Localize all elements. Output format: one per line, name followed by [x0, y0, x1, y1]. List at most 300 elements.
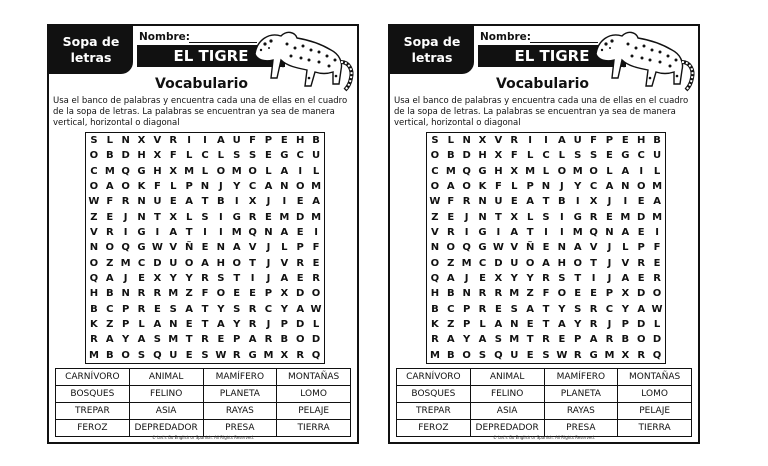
grid-letter[interactable]: V — [248, 242, 257, 254]
grid-letter[interactable]: V — [431, 227, 439, 239]
grid-letter[interactable]: S — [574, 303, 582, 315]
grid-letter[interactable]: Y — [217, 303, 225, 315]
grid-letter[interactable]: E — [653, 257, 661, 269]
grid-letter[interactable]: R — [653, 273, 661, 285]
grid-letter[interactable]: B — [105, 288, 114, 300]
grid-letter[interactable]: L — [558, 150, 566, 162]
grid-letter[interactable]: E — [296, 227, 304, 239]
grid-letter[interactable]: A — [185, 196, 193, 208]
grid-letter[interactable]: Y — [233, 181, 241, 193]
grid-letter[interactable]: A — [573, 242, 582, 254]
grid-letter[interactable]: J — [266, 196, 271, 208]
grid-letter[interactable]: J — [607, 273, 612, 285]
grid-letter[interactable]: Y — [169, 273, 177, 285]
grid-letter[interactable]: G — [137, 242, 146, 254]
grid-letter[interactable]: T — [201, 303, 209, 315]
grid-letter[interactable]: N — [89, 242, 99, 254]
grid-letter[interactable]: G — [137, 227, 146, 239]
grid-letter[interactable]: T — [153, 211, 161, 223]
grid-letter[interactable]: E — [637, 227, 645, 239]
grid-letter[interactable]: X — [169, 211, 178, 223]
grid-letter[interactable]: S — [90, 135, 98, 147]
grid-letter[interactable]: A — [478, 334, 487, 346]
grid-letter[interactable]: X — [510, 211, 519, 223]
grid-letter[interactable]: R — [105, 227, 114, 239]
grid-letter[interactable]: J — [559, 181, 564, 193]
grid-letter[interactable]: T — [526, 334, 534, 346]
grid-letter[interactable]: C — [542, 150, 550, 162]
grid-letter[interactable]: C — [106, 303, 114, 315]
grid-letter[interactable]: R — [264, 334, 273, 346]
grid-letter[interactable]: G — [232, 211, 241, 223]
grid-letter[interactable]: L — [526, 150, 534, 162]
grid-letter[interactable]: M — [168, 334, 179, 346]
grid-letter[interactable]: V — [510, 242, 519, 254]
grid-letter[interactable]: P — [462, 303, 471, 315]
grid-letter[interactable]: H — [216, 257, 226, 269]
word-search-grid[interactable] — [85, 132, 325, 364]
grid-letter[interactable]: T — [249, 257, 256, 269]
grid-letter[interactable]: J — [266, 319, 271, 331]
grid-letter[interactable]: B — [105, 150, 114, 162]
grid-letter[interactable]: D — [296, 288, 305, 300]
grid-letter[interactable]: U — [169, 349, 178, 361]
grid-letter[interactable]: D — [296, 211, 305, 223]
grid-letter[interactable]: R — [542, 334, 550, 346]
grid-letter[interactable]: S — [542, 211, 550, 223]
grid-letter[interactable]: J — [123, 211, 128, 223]
grid-letter[interactable]: E — [526, 349, 534, 361]
grid-letter[interactable]: F — [653, 242, 661, 254]
grid-letter[interactable]: I — [298, 165, 303, 177]
grid-letter[interactable]: C — [264, 303, 273, 315]
grid-letter[interactable]: I — [464, 227, 469, 239]
grid-letter[interactable]: T — [574, 273, 582, 285]
grid-letter[interactable]: W — [215, 349, 227, 361]
grid-letter[interactable]: I — [655, 227, 659, 239]
grid-letter[interactable]: N — [462, 288, 471, 300]
grid-letter[interactable]: X — [494, 273, 503, 285]
grid-letter[interactable]: P — [574, 334, 582, 346]
grid-letter[interactable]: N — [280, 181, 289, 193]
grid-letter[interactable]: A — [137, 334, 146, 346]
grid-letter[interactable]: M — [104, 165, 115, 177]
grid-letter[interactable]: D — [637, 319, 646, 331]
grid-letter[interactable]: I — [575, 196, 580, 208]
grid-letter[interactable]: E — [447, 211, 455, 223]
grid-letter[interactable]: Q — [311, 349, 321, 361]
grid-letter[interactable]: R — [542, 273, 550, 285]
grid-letter[interactable]: A — [494, 319, 503, 331]
grid-letter[interactable]: O — [311, 288, 321, 300]
grid-letter[interactable]: M — [509, 334, 520, 346]
grid-letter[interactable]: M — [604, 349, 615, 361]
grid-letter[interactable]: G — [573, 211, 582, 223]
grid-letter[interactable]: C — [296, 150, 304, 162]
grid-letter[interactable]: Q — [248, 227, 257, 239]
grid-letter[interactable]: O — [652, 288, 662, 300]
grid-letter[interactable]: O — [295, 181, 305, 193]
grid-letter[interactable]: G — [478, 227, 487, 239]
grid-letter[interactable]: R — [589, 303, 598, 315]
grid-letter[interactable]: O — [89, 181, 99, 193]
grid-letter[interactable]: R — [478, 288, 487, 300]
grid-letter[interactable]: J — [266, 242, 271, 254]
grid-letter[interactable]: L — [526, 211, 534, 223]
grid-letter[interactable]: T — [201, 196, 209, 208]
grid-letter[interactable]: Y — [510, 273, 518, 285]
grid-letter[interactable]: P — [462, 319, 471, 331]
grid-letter[interactable]: U — [510, 349, 519, 361]
grid-letter[interactable]: W — [310, 303, 322, 315]
grid-letter[interactable]: P — [121, 319, 130, 331]
grid-letter[interactable]: U — [573, 135, 582, 147]
grid-letter[interactable]: S — [137, 349, 146, 361]
grid-letter[interactable]: B — [431, 303, 439, 315]
grid-letter[interactable]: C — [605, 303, 614, 315]
grid-letter[interactable]: O — [121, 181, 130, 193]
grid-letter[interactable]: E — [201, 242, 209, 254]
grid-letter[interactable]: E — [526, 319, 534, 331]
grid-letter[interactable]: J — [607, 319, 612, 331]
grid-letter[interactable]: O — [430, 257, 440, 269]
grid-letter[interactable]: R — [232, 349, 241, 361]
grid-letter[interactable]: W — [88, 196, 100, 208]
grid-letter[interactable]: E — [542, 242, 550, 254]
grid-letter[interactable]: S — [201, 211, 209, 223]
grid-letter[interactable]: Z — [431, 211, 439, 223]
grid-letter[interactable]: X — [137, 135, 146, 147]
grid-letter[interactable]: L — [185, 150, 193, 162]
grid-letter[interactable]: D — [494, 257, 503, 269]
grid-letter[interactable]: T — [185, 227, 193, 239]
grid-letter[interactable]: E — [153, 303, 161, 315]
grid-letter[interactable]: M — [263, 349, 274, 361]
grid-letter[interactable]: L — [170, 181, 177, 193]
grid-letter[interactable]: A — [526, 196, 534, 208]
grid-letter[interactable]: X — [589, 196, 598, 208]
grid-letter[interactable]: R — [201, 334, 209, 346]
grid-letter[interactable]: S — [574, 150, 582, 162]
grid-letter[interactable]: L — [511, 181, 518, 193]
grid-letter[interactable]: N — [137, 196, 146, 208]
grid-letter[interactable]: E — [265, 211, 272, 223]
grid-letter[interactable]: Q — [430, 273, 440, 285]
grid-letter[interactable]: F — [153, 181, 161, 193]
grid-letter[interactable]: N — [541, 181, 551, 193]
grid-letter[interactable]: L — [447, 135, 454, 147]
grid-letter[interactable]: W — [492, 242, 504, 254]
grid-letter[interactable]: H — [89, 288, 99, 300]
grid-letter[interactable]: W — [556, 349, 568, 361]
grid-letter[interactable]: L — [653, 319, 661, 331]
grid-letter[interactable]: E — [185, 349, 193, 361]
grid-letter[interactable]: R — [137, 303, 146, 315]
grid-letter[interactable]: X — [280, 288, 289, 300]
grid-letter[interactable]: Y — [574, 181, 582, 193]
grid-letter[interactable]: K — [431, 319, 439, 331]
grid-letter[interactable]: A — [280, 165, 289, 177]
grid-letter[interactable]: E — [265, 150, 272, 162]
grid-letter[interactable]: V — [169, 242, 178, 254]
grid-letter[interactable]: G — [478, 242, 487, 254]
grid-letter[interactable]: M — [88, 349, 99, 361]
grid-letter[interactable]: C — [447, 303, 455, 315]
grid-letter[interactable]: E — [138, 273, 145, 285]
grid-letter[interactable]: J — [123, 273, 128, 285]
grid-letter[interactable]: Y — [574, 319, 582, 331]
grid-letter[interactable]: B — [280, 334, 289, 346]
grid-letter[interactable]: Y — [621, 303, 629, 315]
grid-letter[interactable]: O — [121, 349, 130, 361]
grid-letter[interactable]: K — [90, 319, 98, 331]
grid-letter[interactable]: A — [526, 303, 534, 315]
grid-letter[interactable]: S — [233, 150, 241, 162]
grid-letter[interactable]: M — [525, 165, 536, 177]
grid-letter[interactable]: R — [248, 319, 257, 331]
grid-letter[interactable]: M — [311, 211, 322, 223]
grid-letter[interactable]: E — [106, 211, 114, 223]
grid-letter[interactable]: A — [446, 181, 455, 193]
grid-letter[interactable]: H — [430, 288, 440, 300]
grid-letter[interactable]: Q — [153, 349, 162, 361]
grid-letter[interactable]: P — [280, 319, 288, 331]
grid-letter[interactable]: R — [296, 257, 305, 269]
grid-letter[interactable]: I — [623, 196, 628, 208]
grid-letter[interactable]: O — [573, 257, 582, 269]
grid-letter[interactable]: I — [250, 273, 255, 285]
grid-letter[interactable]: D — [637, 211, 646, 223]
grid-letter[interactable]: J — [464, 273, 469, 285]
grid-letter[interactable]: A — [216, 135, 225, 147]
grid-letter[interactable]: V — [621, 257, 630, 269]
grid-letter[interactable]: O — [589, 165, 598, 177]
grid-letter[interactable]: N — [216, 242, 226, 254]
grid-letter[interactable]: A — [232, 242, 241, 254]
grid-letter[interactable]: L — [217, 150, 225, 162]
grid-letter[interactable]: G — [137, 165, 146, 177]
grid-letter[interactable]: B — [105, 349, 114, 361]
grid-letter[interactable]: B — [446, 288, 455, 300]
grid-letter[interactable]: B — [558, 196, 566, 208]
grid-letter[interactable]: H — [137, 150, 146, 162]
grid-letter[interactable]: S — [558, 273, 566, 285]
grid-letter[interactable]: C — [478, 257, 487, 269]
grid-letter[interactable]: L — [542, 165, 550, 177]
grid-letter[interactable]: A — [605, 181, 614, 193]
grid-letter[interactable]: R — [431, 334, 439, 346]
grid-letter[interactable]: N — [169, 319, 178, 331]
grid-letter[interactable]: I — [559, 227, 564, 239]
grid-letter[interactable]: A — [280, 227, 289, 239]
grid-letter[interactable]: H — [637, 135, 646, 147]
grid-letter[interactable]: A — [248, 334, 257, 346]
grid-letter[interactable]: L — [653, 165, 661, 177]
grid-letter[interactable]: F — [542, 288, 550, 300]
grid-letter[interactable]: A — [446, 334, 455, 346]
grid-letter[interactable]: I — [123, 227, 128, 239]
grid-letter[interactable]: O — [525, 257, 535, 269]
grid-letter[interactable]: F — [494, 181, 502, 193]
grid-letter[interactable]: Y — [526, 273, 534, 285]
grid-letter[interactable]: E — [510, 196, 518, 208]
grid-letter[interactable]: I — [203, 227, 207, 239]
grid-letter[interactable]: J — [266, 273, 271, 285]
grid-letter[interactable]: J — [607, 196, 612, 208]
grid-letter[interactable]: D — [296, 319, 305, 331]
grid-letter[interactable]: B — [217, 196, 225, 208]
grid-letter[interactable]: I — [544, 135, 548, 147]
grid-letter[interactable]: X — [621, 288, 630, 300]
grid-letter[interactable]: M — [120, 257, 131, 269]
grid-letter[interactable]: I — [218, 211, 223, 223]
grid-letter[interactable]: B — [446, 150, 455, 162]
grid-letter[interactable]: A — [637, 303, 646, 315]
grid-letter[interactable]: S — [248, 150, 257, 162]
grid-letter[interactable]: G — [248, 349, 257, 361]
grid-letter[interactable]: Z — [447, 257, 455, 269]
grid-letter[interactable]: K — [137, 181, 146, 193]
grid-letter[interactable]: U — [169, 257, 178, 269]
grid-letter[interactable]: R — [462, 196, 471, 208]
grid-letter[interactable]: R — [137, 288, 146, 300]
grid-letter[interactable]: C — [248, 181, 257, 193]
grid-letter[interactable]: M — [652, 211, 663, 223]
grid-letter[interactable]: N — [510, 319, 519, 331]
grid-letter[interactable]: M — [620, 211, 631, 223]
grid-letter[interactable]: D — [121, 150, 130, 162]
grid-letter[interactable]: A — [557, 135, 566, 147]
grid-letter[interactable]: G — [280, 150, 289, 162]
grid-letter[interactable]: S — [478, 349, 487, 361]
grid-letter[interactable]: A — [105, 273, 114, 285]
grid-letter[interactable]: Y — [185, 273, 193, 285]
grid-letter[interactable]: I — [559, 211, 564, 223]
grid-letter[interactable]: S — [589, 150, 598, 162]
grid-letter[interactable]: R — [637, 257, 646, 269]
grid-letter[interactable]: J — [607, 257, 612, 269]
grid-letter[interactable]: N — [121, 288, 130, 300]
grid-letter[interactable]: R — [478, 303, 487, 315]
grid-letter[interactable]: T — [201, 319, 209, 331]
grid-letter[interactable]: A — [280, 273, 289, 285]
grid-letter[interactable]: M — [429, 349, 440, 361]
grid-letter[interactable]: A — [542, 257, 550, 269]
grid-letter[interactable]: G — [589, 349, 598, 361]
grid-letter[interactable]: I — [528, 135, 532, 147]
grid-letter[interactable]: J — [218, 181, 223, 193]
grid-letter[interactable]: I — [314, 227, 318, 239]
grid-letter[interactable]: N — [478, 211, 487, 223]
grid-letter[interactable]: Z — [90, 211, 98, 223]
grid-letter[interactable]: V — [280, 257, 289, 269]
grid-letter[interactable]: Y — [280, 303, 288, 315]
grid-letter[interactable]: X — [621, 349, 630, 361]
grid-letter[interactable]: F — [106, 196, 114, 208]
grid-letter[interactable]: E — [312, 257, 320, 269]
grid-letter[interactable]: L — [479, 319, 486, 331]
grid-letter[interactable]: O — [232, 257, 241, 269]
grid-letter[interactable]: D — [153, 257, 162, 269]
grid-letter[interactable]: B — [90, 303, 98, 315]
grid-letter[interactable]: T — [542, 303, 550, 315]
grid-letter[interactable]: O — [105, 242, 115, 254]
grid-letter[interactable]: B — [621, 334, 630, 346]
grid-letter[interactable]: T — [542, 319, 550, 331]
grid-letter[interactable]: O — [89, 257, 99, 269]
grid-letter[interactable]: V — [589, 242, 598, 254]
grid-letter[interactable]: R — [296, 349, 305, 361]
grid-letter[interactable]: O — [636, 181, 646, 193]
grid-letter[interactable]: A — [105, 334, 114, 346]
grid-letter[interactable]: R — [201, 273, 209, 285]
grid-letter[interactable]: R — [312, 273, 320, 285]
grid-letter[interactable]: A — [446, 273, 455, 285]
grid-letter[interactable]: U — [510, 257, 519, 269]
grid-letter[interactable]: S — [217, 273, 225, 285]
grid-letter[interactable]: M — [231, 227, 242, 239]
grid-letter[interactable]: C — [201, 150, 209, 162]
grid-letter[interactable]: M — [652, 181, 663, 193]
grid-letter[interactable]: S — [431, 135, 439, 147]
grid-letter[interactable]: T — [494, 211, 502, 223]
grid-letter[interactable]: A — [105, 181, 114, 193]
grid-letter[interactable]: A — [185, 303, 193, 315]
grid-letter[interactable]: A — [201, 257, 209, 269]
grid-letter[interactable]: E — [637, 196, 645, 208]
grid-letter[interactable]: M — [461, 257, 472, 269]
grid-letter[interactable]: Y — [122, 334, 130, 346]
grid-letter[interactable]: I — [187, 135, 191, 147]
grid-letter[interactable]: O — [248, 165, 257, 177]
grid-letter[interactable]: K — [478, 181, 487, 193]
grid-letter[interactable]: T — [542, 196, 550, 208]
grid-letter[interactable]: X — [478, 135, 487, 147]
grid-letter[interactable]: E — [233, 288, 241, 300]
grid-letter[interactable]: F — [510, 150, 518, 162]
grid-letter[interactable]: A — [169, 227, 178, 239]
grid-letter[interactable]: L — [622, 242, 629, 254]
grid-letter[interactable]: O — [636, 334, 646, 346]
grid-letter[interactable]: R — [169, 135, 178, 147]
grid-letter[interactable]: E — [296, 273, 304, 285]
grid-letter[interactable]: Q — [494, 349, 503, 361]
grid-letter[interactable]: A — [312, 196, 320, 208]
grid-letter[interactable]: U — [653, 150, 662, 162]
grid-letter[interactable]: J — [464, 211, 469, 223]
grid-letter[interactable]: O — [557, 165, 567, 177]
grid-letter[interactable]: A — [216, 319, 225, 331]
grid-letter[interactable]: V — [153, 135, 162, 147]
grid-letter[interactable]: C — [637, 150, 645, 162]
grid-letter[interactable]: X — [169, 165, 178, 177]
grid-letter[interactable]: R — [446, 227, 455, 239]
grid-letter[interactable]: H — [478, 150, 487, 162]
grid-letter[interactable]: I — [218, 227, 223, 239]
grid-letter[interactable]: A — [589, 334, 598, 346]
grid-letter[interactable]: L — [201, 165, 209, 177]
grid-letter[interactable]: I — [639, 165, 644, 177]
grid-letter[interactable]: W — [151, 242, 163, 254]
grid-letter[interactable]: P — [185, 181, 193, 193]
grid-letter[interactable]: E — [574, 288, 582, 300]
grid-letter[interactable]: N — [121, 135, 130, 147]
grid-letter[interactable]: J — [266, 257, 271, 269]
grid-letter[interactable]: Ñ — [525, 242, 535, 254]
grid-letter[interactable]: C — [137, 257, 146, 269]
grid-letter[interactable]: N — [478, 196, 487, 208]
grid-letter[interactable]: F — [169, 150, 177, 162]
